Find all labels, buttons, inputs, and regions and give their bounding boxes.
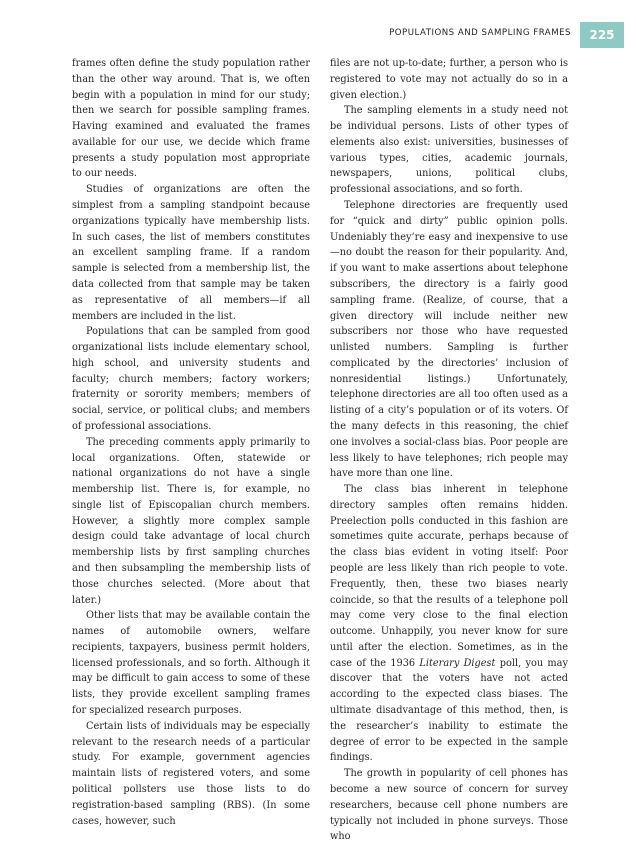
paragraph: Other lists that may be available contain the names of automobile owners, welfare recipients, taxpayers, business permit holders, licensed professionals, and so forth. Although it may be difficult to gain access to some of these lists, they provide excellent sampling frames for specialized research purposes. — [72, 610, 310, 717]
paragraph: Certain lists of individuals may be especially relevant to the research needs of a particular study. For example, government agencies maintain lists of registered voters, and some political pollsters use those lists to do registration-based sampling (RBS). (In some cases, however, such — [72, 720, 310, 827]
paragraph: The sampling elements in a study need not be individual persons. Lists of other types of elements also exist: universities, businesses of various types, cities, academic journals, newspapers, unions, political clubs, professional associations, and so forth. — [330, 105, 568, 196]
paragraph — [330, 482, 568, 766]
left-column — [72, 56, 310, 829]
paragraph-text: poll, you may discover that the voters have not acted according to the expected class biases. The ultimate disadvantage of this method, then, is the researcher’s inability to estimate the degree of error to be expected in the sample findings. — [330, 657, 568, 764]
paragraph: frames often define the study population rather than the other way around. That is, we often begin with a population in mind for our study; then we search for possible sampling frames. Having examined and evaluated the frames available for our use, we decide which frame presents a study population most appropriate to our needs. — [72, 58, 310, 180]
right-column — [330, 56, 568, 845]
paragraph: Telephone directories are frequently used for “quick and dirty” public opinion polls. Undeniably they’re easy and inexpensive to use—no doubt the reason for their popularity. And, if you want to make assertions about telephone subscribers, the directory is a fairly good sampling frame. (Realize, of course, that a given directory will include neither new subscribers nor those who have requested unlisted numbers. Sampling is further complicated by the directories’ inclusion of nonresidential listings.) Unfortunately, telephone directories are all too often used as a listing of a city’s population or of its voters. Of the many defects in this reasoning, the chief one involves a social-class bias. Poor people are less likely to have telephones; rich people may have more than one line. — [330, 200, 568, 480]
paragraph-text: The class bias inherent in telephone directory samples often remains hidden. Preelection polls conducted in this fashion are sometimes quite accurate, perhaps because of the class bias evident in voting itself: Poor people are less likely than rich people to vote. Frequently, then, these two biases nearly coincide, so that the results of a telephone poll may come very close to the final election outcome. Unhappily, you never know for sure until after the election. Sometimes, as in the case of the 1936 — [330, 484, 568, 669]
page-number: 225 — [580, 22, 624, 48]
paragraph: Studies of organizations are often the simplest from a sampling standpoint because organizations typically have membership lists. In such cases, the list of members constitutes an excellent sampling frame. If a random sample is selected from a membership list, the data collected from that sample may be taken as representative of all members—if all members are included in the list. — [72, 184, 310, 322]
paragraph: The growth in popularity of cell phones has become a new source of concern for survey researchers, because cell phone numbers are typically not included in phone surveys. Those who — [330, 768, 568, 843]
paragraph: Populations that can be sampled from good organizational lists include elementary school, high school, and university students and faculty; church members; factory workers; fraternity or sorority members; members of social, service, or political clubs; and members of professional associations. — [72, 326, 310, 432]
paragraph: files are not up-to-date; further, a person who is registered to vote may not actually do so in a given election.) — [330, 58, 568, 101]
publication-title: Literary Digest — [419, 657, 496, 669]
running-head: POPULATIONS AND SAMPLING FRAMES — [389, 28, 571, 38]
paragraph: The preceding comments apply primarily to local organizations. Often, statewide or national organizations do not have a single membership list. There is, for example, no single list of Episcopalian church members. However, a slightly more complex sample design could take advantage of local church membership lists by first sampling churches and then subsampling the membership lists of those churches selected. (More about that later.) — [72, 436, 310, 606]
